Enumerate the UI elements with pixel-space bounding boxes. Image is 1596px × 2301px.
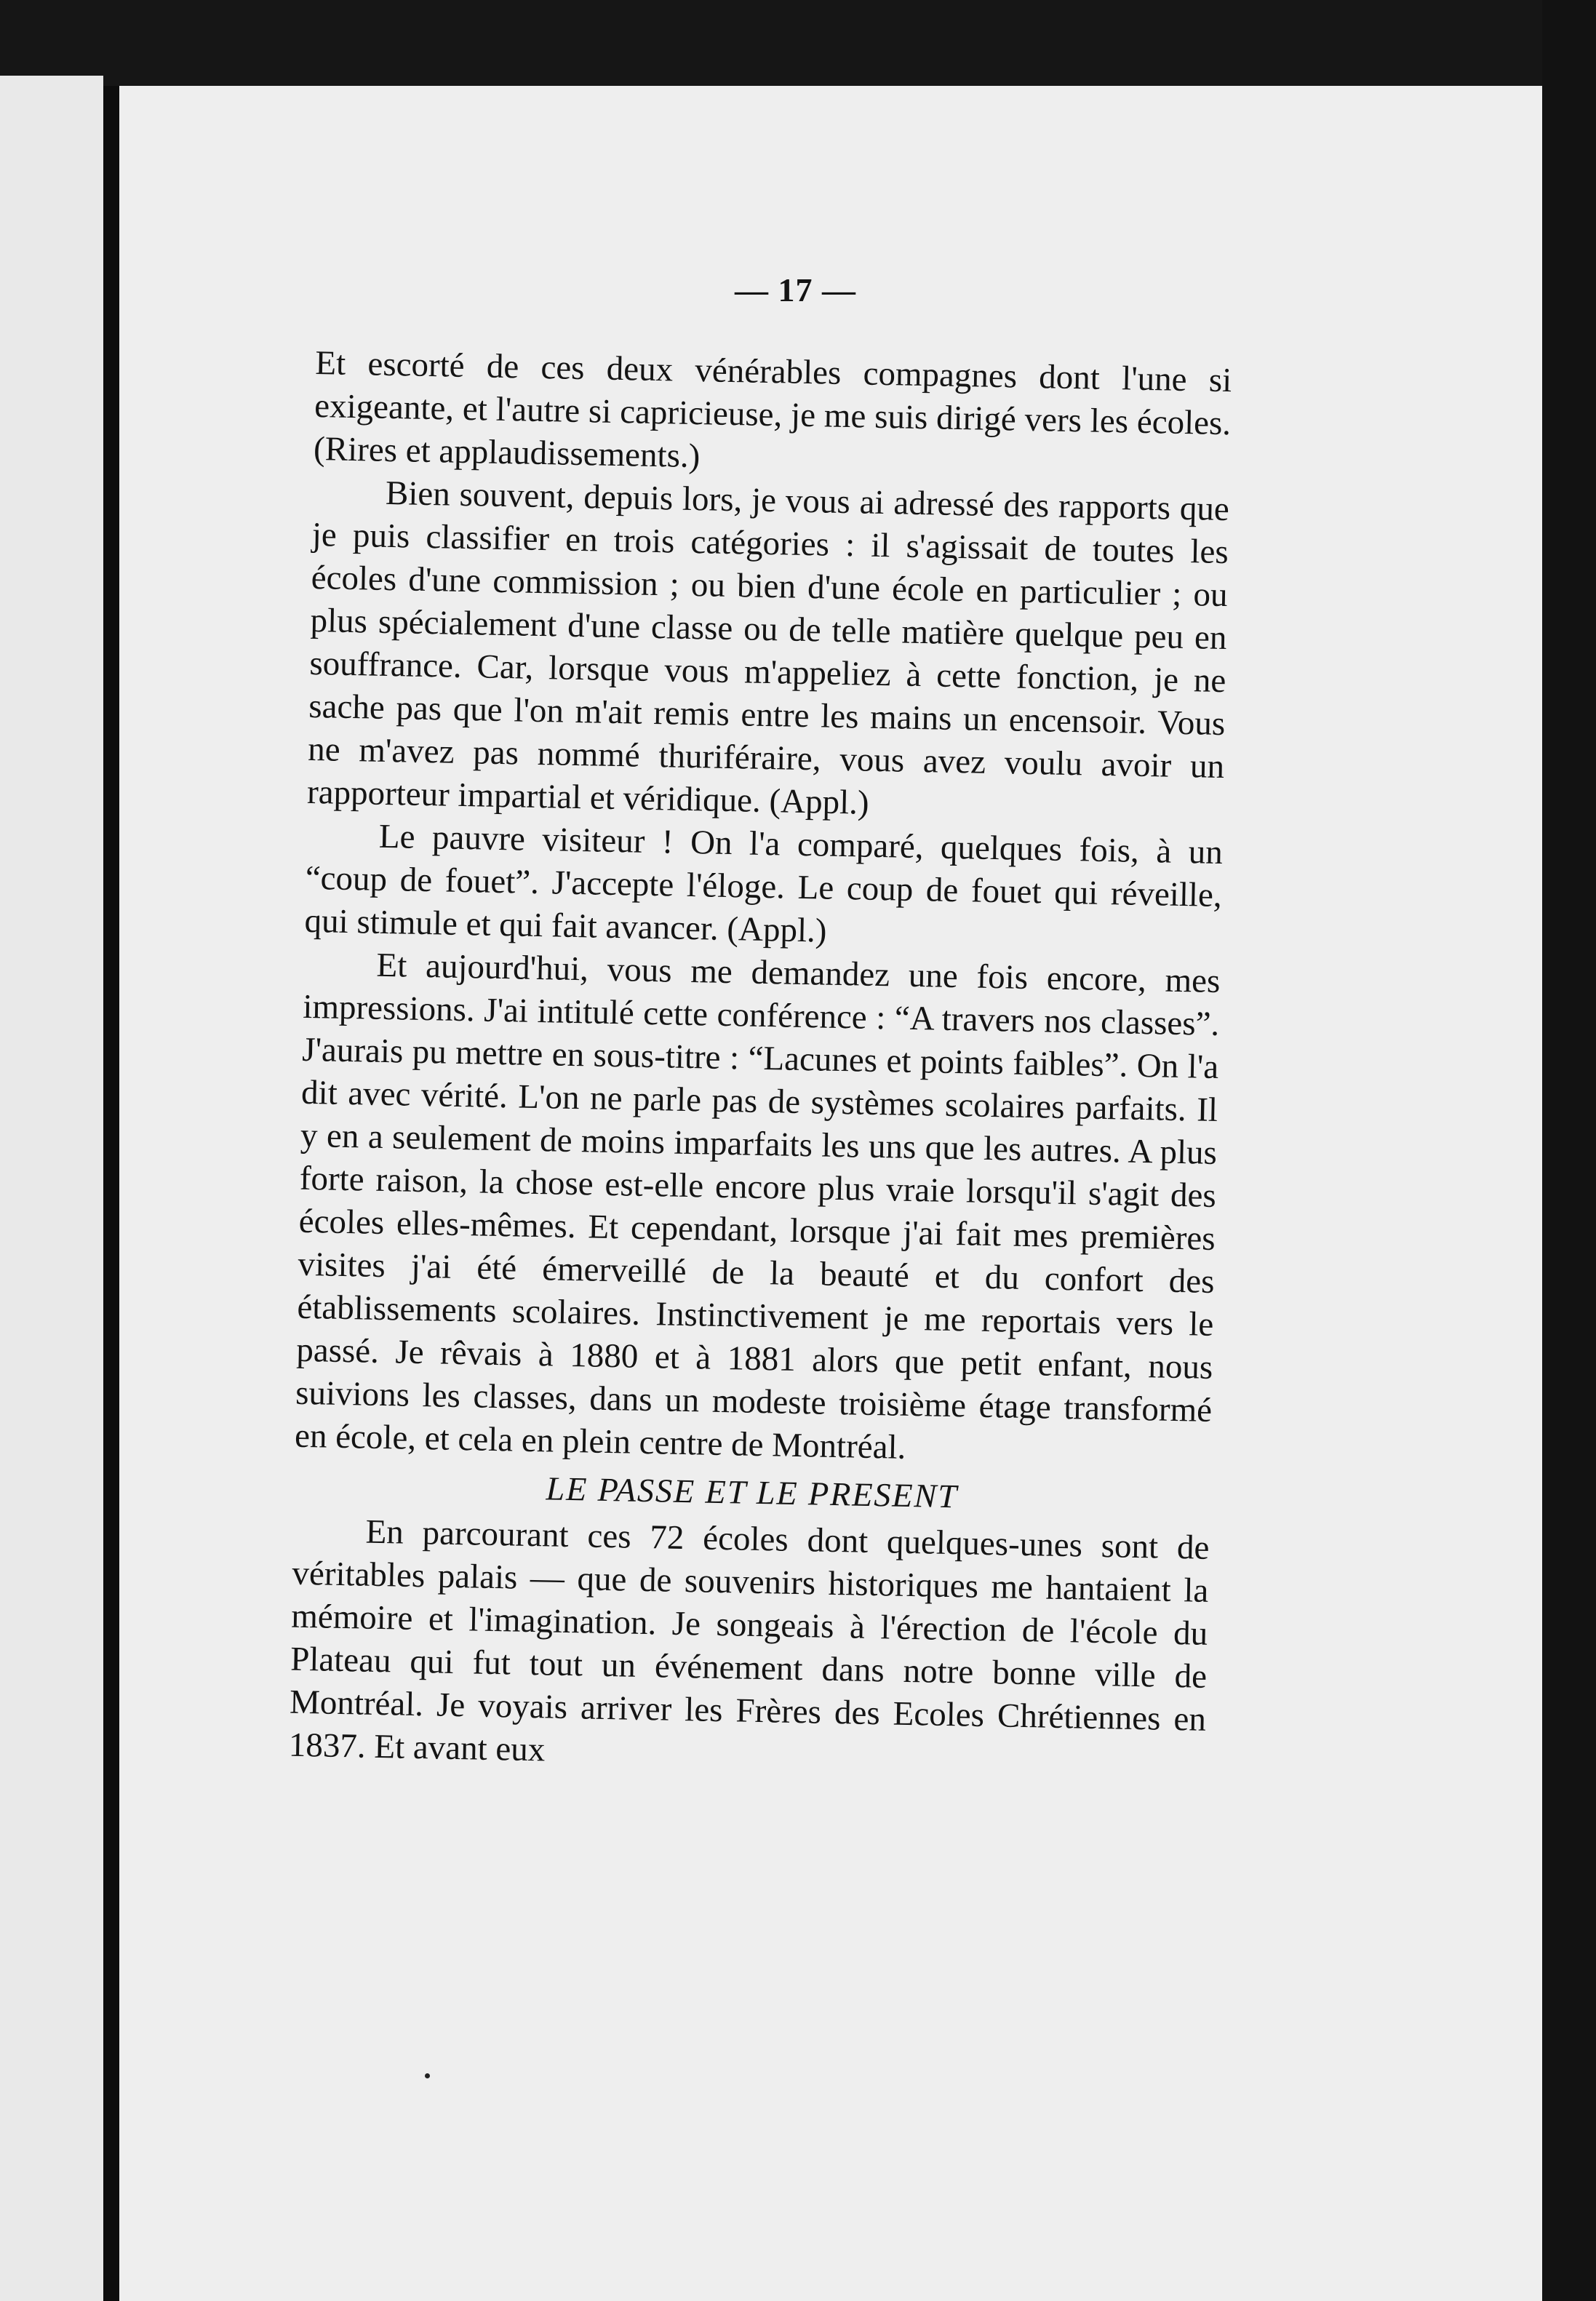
book-gutter [103, 86, 119, 2301]
paragraph-4: Et aujourd'hui, vous me demandez une fois encore, mes impressions. J'ai intitulé cette conférence : “A travers nos classes”. J'aurais pu mettre en sous-titre : “Lacunes et points faibles”. On l'a dit avec vérité. L'on ne parle pas de systèmes scolaires parfaits. Il y en a seulement de moins imparfaits les uns que les autres. A plus forte raison, la chose est-elle encore plus vraie lorsqu'il s'agit des écoles elles-mêmes. Et cependant, lorsque j'ai fait mes premières visites j'ai été émerveillé de la beauté et du confort des établissements scolaires. Instinctivement je me reportais vers le passé. Je rêvais à 1880 et à 1881 alors que petit enfant, nous suivions les classes, dans un modeste troisième étage transformé en école, et cela en plein centre de Montréal. [294, 946, 1221, 1467]
paragraph-1: Et escorté de ces deux vénérables compagnes dont l'une si exigeante, et l'autre si capricieuse, je me suis dirigé vers les écoles. (Rires et applaudissements.) [313, 343, 1232, 476]
page-number: — 17 — [735, 271, 856, 308]
section-heading: LE PASSE ET LE PRESENT [546, 1469, 959, 1515]
page-text [288, 342, 1232, 1784]
paragraph-5: En parcourant ces 72 écoles dont quelques-unes sont de véritables palais — que de souvenirs historiques me hantaient la mémoire et l'imagination. Je songeais à l'érection de l'école du Plateau qui fut tout un événement dans notre bonne ville de Montréal. Je voyais arriver les Frères des Ecoles Chrétiennes en 1837. Et avant eux [288, 1512, 1210, 1769]
ink-speck [425, 2073, 430, 2078]
paragraph-2: Bien souvent, depuis lors, je vous ai adressé des rapports que je puis classifier en trois catégories : il s'agissait de toutes les écoles d'une commission ; ou bien d'une école en particulier ; ou plus spécialement d'une classe ou de telle matière quelque peu en souffrance. Car, lorsque vous m'appeliez à cette fonction, je ne sache pas que l'on m'ait remis entre les mains un encensoir. Vous ne m'avez pas nommé thuriféraire, vous avez voulu avoir un rapporteur impartial et véridique. (Appl.) [306, 474, 1230, 822]
left-page-edge [0, 76, 103, 2301]
paragraph-3: Le pauvre visiteur ! On l'a comparé, quelques fois, à un “coup de fouet”. J'accepte l'éloge. Le coup de fouet qui réveille, qui stimule et qui fait avancer. (Appl.) [304, 817, 1224, 950]
scan-border [1542, 0, 1596, 2301]
